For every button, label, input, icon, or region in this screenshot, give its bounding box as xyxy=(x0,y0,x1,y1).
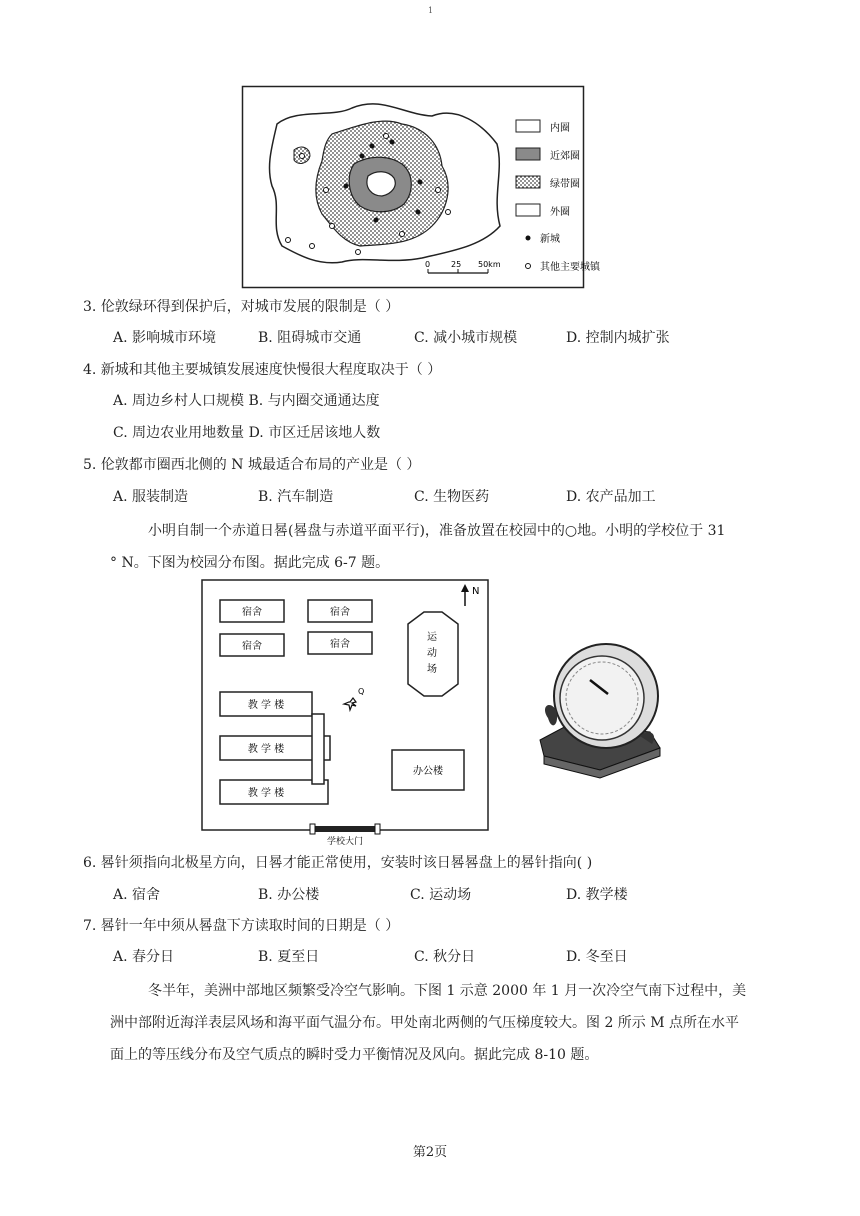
passage-1-line-2: ° N。下图为校园分布图。据此完成 6-7 题。 xyxy=(110,555,390,571)
question-3-option-a: A. 影响城市环境 xyxy=(113,330,217,346)
page-number: 第2页 xyxy=(412,1145,448,1160)
inner-ring-area xyxy=(367,172,395,196)
question-3-option-b: B. 阻碍城市交通 xyxy=(258,330,362,346)
question-5-option-c: C. 生物医药 xyxy=(414,489,490,505)
question-7-stem: 7. 晷针一年中须从晷盘下方读取时间的日期是（ ） xyxy=(83,918,400,934)
legend-other-town: 其他主要城镇 xyxy=(540,262,600,273)
legend-green-belt: 绿带圈 xyxy=(550,179,580,190)
question-5-option-d: D. 农产品加工 xyxy=(566,489,656,505)
question-6-option-c: C. 运动场 xyxy=(410,887,472,903)
office-label: 办公楼 xyxy=(413,766,443,777)
teaching-building-label: 教 学 楼 xyxy=(247,700,285,711)
question-6-option-a: A. 宿舍 xyxy=(113,887,161,903)
question-3-option-c: C. 减小城市规模 xyxy=(414,330,518,346)
north-label: N xyxy=(472,586,480,597)
legend-inner-ring: 内圈 xyxy=(550,123,570,134)
question-4-options-ab: A. 周边乡村人口规模 B. 与内圈交通通达度 xyxy=(113,393,380,409)
question-4-options-cd: C. 周边农业用地数量 D. 市区迁居该地人数 xyxy=(113,425,381,441)
question-5-stem: 5. 伦敦都市圈西北侧的 N 城最适合布局的产业是（ ） xyxy=(83,457,421,473)
question-7-option-c: C. 秋分日 xyxy=(414,949,476,965)
sundial-illustration xyxy=(530,640,670,780)
svg-text:动: 动 xyxy=(427,648,437,659)
point-q-label: Q xyxy=(358,687,365,696)
campus-map-figure xyxy=(198,578,494,846)
question-5-option-b: B. 汽车制造 xyxy=(258,489,334,505)
passage-2-line-2: 洲中部附近海洋表层风场和海平面气温分布。甲处南北两侧的气压梯度较大。图 2 所示 M 点所在水平 xyxy=(110,1015,740,1031)
page-header-mark: 1 xyxy=(428,6,434,15)
legend-new-town: 新城 xyxy=(540,234,560,245)
legend-suburban-ring: 近郊圈 xyxy=(550,151,580,162)
question-7-option-d: D. 冬至日 xyxy=(566,949,628,965)
question-6-stem: 6. 晷针须指向北极星方向，日晷才能正常使用，安装时该日晷晷盘上的晷针指向( ) xyxy=(83,855,593,871)
passage-2-line-3: 面上的等压线分布及空气质点的瞬时受力平衡情况及风向。据此完成 8-10 题。 xyxy=(110,1047,599,1063)
legend-outer-ring: 外圈 xyxy=(550,207,570,218)
school-gate-label: 学校大门 xyxy=(326,837,364,847)
dorm-label: 宿舍 xyxy=(330,607,350,618)
dorm-label: 宿舍 xyxy=(242,641,262,652)
svg-text:50km: 50km xyxy=(478,260,501,269)
question-7-option-a: A. 春分日 xyxy=(113,949,175,965)
svg-text:场: 场 xyxy=(427,664,437,675)
question-7-option-b: B. 夏至日 xyxy=(258,949,320,965)
question-4-stem: 4. 新城和其他主要城镇发展速度快慢很大程度取决于（ ） xyxy=(83,362,442,378)
question-6-option-d: D. 教学楼 xyxy=(566,887,628,903)
playground-label: 运 xyxy=(427,632,437,643)
london-map-figure xyxy=(242,86,600,288)
dorm-label: 宿舍 xyxy=(330,639,350,650)
teaching-building-label: 教 学 楼 xyxy=(247,744,285,755)
passage-2-line-1: 冬半年，美洲中部地区频繁受冷空气影响。下图 1 示意 2000 年 1 月一次冷空气南下过程中，美 xyxy=(148,983,747,999)
teaching-building-label: 教 学 楼 xyxy=(247,788,285,799)
question-3-stem: 3. 伦敦绿环得到保护后，对城市发展的限制是（ ） xyxy=(83,299,400,315)
passage-1-line-1: 小明自制一个赤道日晷(晷盘与赤道平面平行)，准备放置在校园中的○地。小明的学校位于 31 xyxy=(148,523,726,539)
svg-text:0: 0 xyxy=(425,260,431,269)
question-5-option-a: A. 服装制造 xyxy=(113,489,189,505)
question-3-option-d: D. 控制内城扩张 xyxy=(566,330,670,346)
question-6-option-b: B. 办公楼 xyxy=(258,887,320,903)
dorm-label: 宿舍 xyxy=(242,607,262,618)
svg-text:25: 25 xyxy=(451,260,462,269)
